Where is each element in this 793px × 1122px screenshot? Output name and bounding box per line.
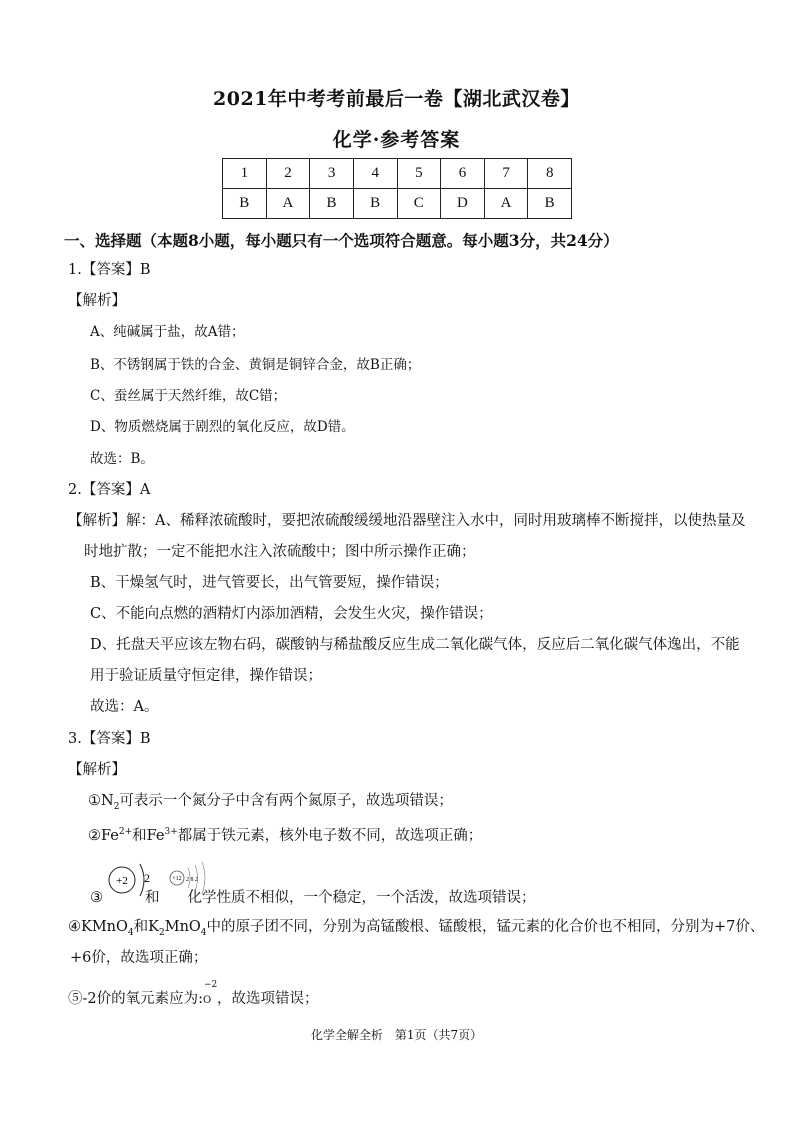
table-cell: A [266,189,310,219]
subscript: 2 [113,801,120,812]
section-heading: 一、选择题（本题8小题，每小题只有一个选项符合题意。每小题3分，共24分） [64,231,619,250]
q3-item-4-formula-a: ④KMnO [68,919,128,935]
q2-answer: 2.【答案】A [68,482,151,498]
answer-table-numbers-row [223,159,572,189]
table-cell: B [353,189,397,219]
q3-item-1-mark: ①N [88,793,114,809]
table-cell: C [397,189,441,219]
superscript: 3+ [164,827,178,837]
oxygen-valence-symbol [203,980,218,1011]
magnesium-nucleus-label: +12 [172,876,182,882]
q3-answer: 3.【答案】B [68,731,151,747]
q3-item-5-text: ⑤-2价的氧元素应为: [68,991,204,1007]
q3-item-5-text2: ，故选项错误； [217,991,319,1007]
table-cell: 7 [484,159,528,189]
q2-option-c: C、不能向点燃的酒精灯内添加酒精，会发生火灾，操作错误； [90,606,493,622]
q2-option-d-line1: D、托盘天平应该左物右码，碳酸钠与稀盐酸反应生成二氧化碳气体，反应后二氧化碳气体逸出，不能 [90,637,740,653]
q2-analysis-line1: 【解析】解：A、稀释浓硫酸时，要把浓硫酸缓缓地沿器壁注入水中，同时用玻璃棒不断搅拌，以使热量及 [68,513,746,529]
table-cell: D [441,189,485,219]
answer-table [222,158,572,219]
table-cell: 6 [441,159,485,189]
table-cell: 4 [353,159,397,189]
subscript: 4 [200,927,207,938]
q3-item-2-mark: ②Fe [88,827,119,844]
q3-item-5 [68,980,319,1011]
q2-option-b: B、干燥氢气时，进气管要长，出气管要短，操作错误； [90,575,449,591]
q3-item-4 [68,917,764,943]
q1-option-c: C、蚕丝属于天然纤维，故C错； [90,388,287,404]
q3-item-1 [88,791,453,817]
table-cell: 5 [397,159,441,189]
oxygen-symbol: O [203,995,212,1006]
q3-item-2-text: 都属于铁元素，核外电子数不同，故选项正确； [177,827,483,844]
table-cell: B [528,189,572,219]
q3-item-4-text: 中的原子团不同，分别为高锰酸根、锰酸根，锰元素的化合价也不相同，分别为+7价、 [206,919,765,935]
table-cell: B [310,189,354,219]
q3-item-4-formula-c: MnO [164,919,201,935]
table-cell: B [223,189,267,219]
table-cell: 2 [266,159,310,189]
q2-analysis-line2: 时地扩散；一定不能把水注入浓硫酸中；图中所示操作正确； [84,544,476,560]
q3-item-1-text: 可表示一个氮分子中含有两个氮原子，故选项错误； [119,793,453,809]
q3-item-3-and: 和 [145,890,160,906]
subscript: 2 [158,927,165,938]
magnesium-shell-electrons: 2 8 2 [186,877,198,883]
q1-choice: 故选：B。 [90,451,154,467]
q3-analysis-label: 【解析】 [68,762,126,778]
table-cell: 1 [223,159,267,189]
page-title: 2021年中考考前最后一卷【湖北武汉卷】 [213,88,580,110]
q1-analysis-label: 【解析】 [68,293,126,309]
subscript: 4 [127,927,134,938]
q1-option-a: A、纯碱属于盐，故A错； [90,324,245,340]
helium-nucleus-label: +2 [116,875,128,887]
q3-item-2 [88,822,482,846]
q1-option-b: B、不锈钢属于铁的合金、黄铜是铜锌合金，故B正确； [90,357,421,373]
q1-option-d: D、物质燃烧属于剧烈的氧化反应，故D错。 [90,419,355,435]
table-cell: 3 [310,159,354,189]
q3-item-2-and: 和Fe [132,827,165,844]
q3-item-3-text: 化学性质不相似，一个稳定，一个活泼，故选项错误； [187,890,536,906]
valence-label: −2 [204,980,218,990]
q3-item-3-mark: ③ [90,890,103,906]
q3-item-3 [90,888,536,908]
q3-item-4-line2: +6价，故选项正确； [70,950,208,966]
superscript: 2+ [118,827,133,837]
page-subtitle: 化学·参考答案 [332,129,461,151]
q2-option-d-line2: 用于验证质量守恒定律，操作错误； [90,668,322,684]
q2-choice: 故选：A。 [90,699,159,715]
page-footer: 化学全解全析 第1页（共7页） [310,1028,483,1042]
helium-shell-electrons: 2 [144,871,150,885]
table-cell: A [484,189,528,219]
q3-item-4-formula-b: 和K [133,919,159,935]
q1-answer: 1.【答案】B [68,262,151,278]
answer-table-answers-row [223,189,572,219]
table-cell: 8 [528,159,572,189]
